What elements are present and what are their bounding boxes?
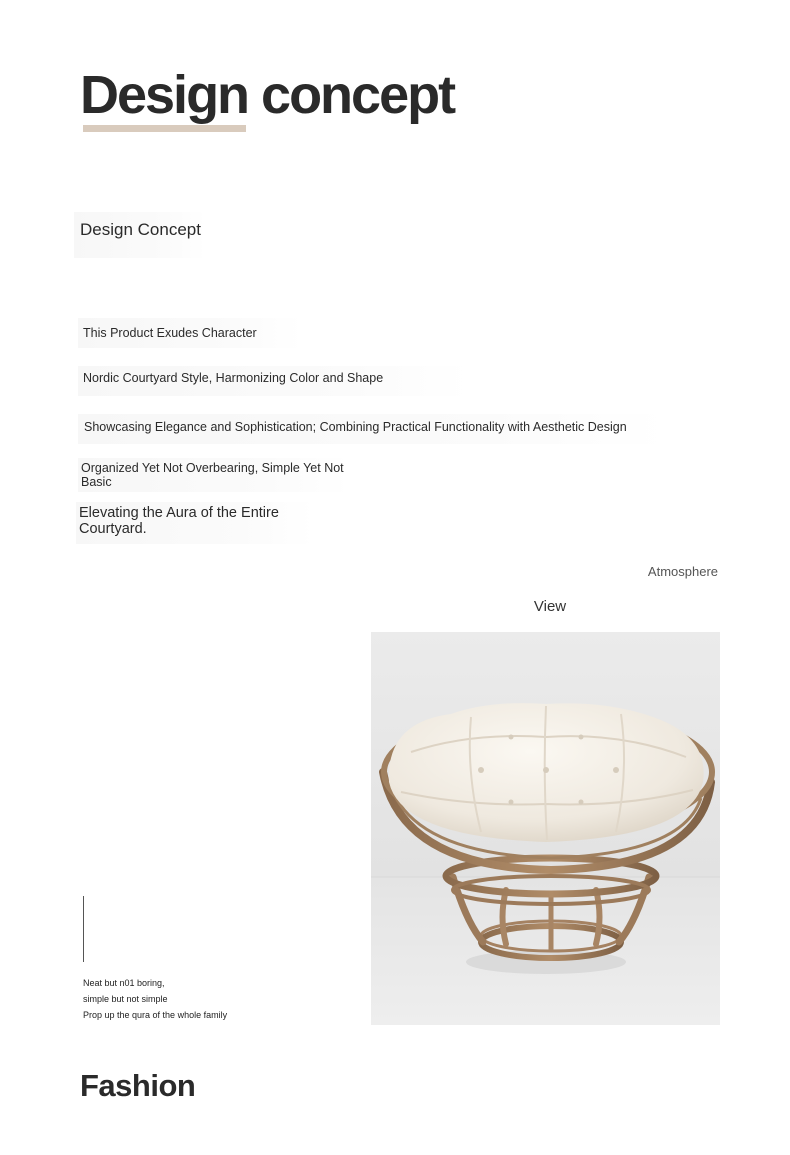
tagline-line-2: simple but not simple	[83, 994, 168, 1004]
concept-line-4: Organized Yet Not Overbearing, Simple Yet Not Basic	[78, 458, 350, 492]
next-section-title: Fashion	[80, 1068, 196, 1103]
tagline-line-1: Neat but n01 boring,	[83, 978, 165, 988]
page-title: Design concept	[80, 65, 455, 125]
concept-line-2: Nordic Courtyard Style, Harmonizing Color and Shape	[78, 366, 470, 396]
title-underline	[83, 125, 246, 132]
papasan-chair-illustration	[371, 632, 720, 1025]
atmosphere-label: Atmosphere	[647, 564, 718, 579]
view-label: View	[533, 598, 567, 615]
tagline-line-3: Prop up the qura of the whole family	[83, 1010, 228, 1020]
product-photo	[371, 632, 720, 1025]
concept-line-1: This Product Exudes Character	[78, 318, 302, 348]
section-subheading: Design Concept	[74, 212, 206, 258]
vertical-divider	[83, 896, 84, 962]
concept-line-5: Elevating the Aura of the Entire Courtyard.	[76, 502, 314, 544]
concept-line-3: Showcasing Elegance and Sophistication; Combining Practical Functionality with Aesthetic Design	[78, 414, 668, 444]
